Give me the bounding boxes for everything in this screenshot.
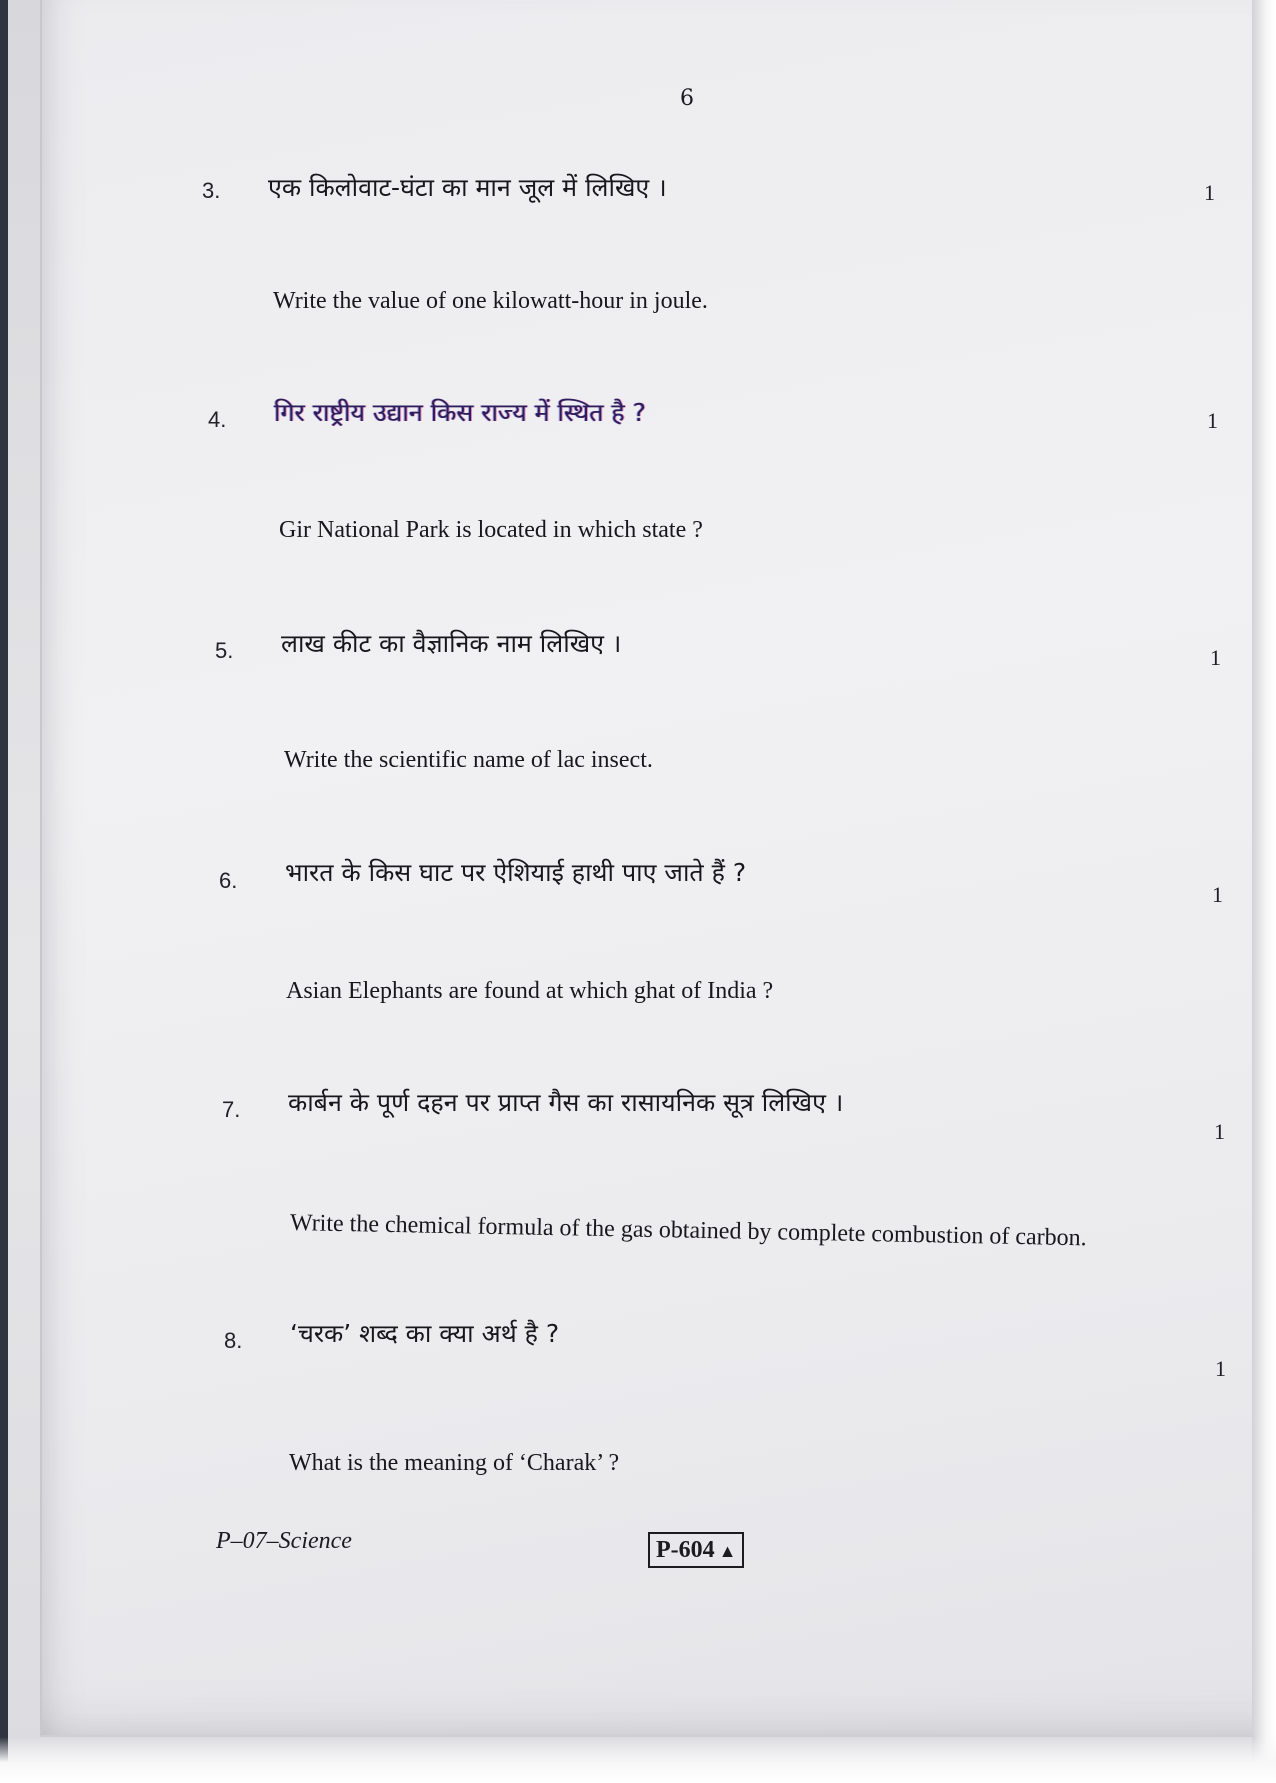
question-english-text: Write the value of one kilowatt-hour in joule. bbox=[273, 288, 708, 314]
question-english-text: Asian Elephants are found at which ghat of India ? bbox=[286, 978, 774, 1004]
paper-edge-bottom bbox=[0, 1737, 1276, 1783]
question-hindi-text: कार्बन के पूर्ण दहन पर प्राप्त गैस का रासायनिक सूत्र लिखिए । bbox=[288, 1088, 844, 1117]
paper-edge-right bbox=[1252, 0, 1276, 1783]
question-marks: 1 bbox=[1210, 645, 1221, 670]
question-number: 6. bbox=[219, 868, 238, 893]
question-number: 4. bbox=[208, 407, 227, 432]
question-hindi-text: लाख कीट का वैज्ञानिक नाम लिखिए । bbox=[281, 629, 622, 658]
question-number: 8. bbox=[224, 1328, 243, 1353]
question-marks: 1 bbox=[1207, 408, 1218, 433]
question-english-text: What is the meaning of ‘Charak’ ? bbox=[289, 1450, 620, 1476]
paper-code: P–07–Science bbox=[216, 1528, 352, 1554]
question-marks: 1 bbox=[1214, 1119, 1225, 1144]
question-number: 7. bbox=[222, 1097, 241, 1122]
question-hindi-text: ‘चरक’ शब्द का क्या अर्थ है ? bbox=[290, 1319, 560, 1348]
triangle-icon: ▲ bbox=[718, 1541, 737, 1561]
question-number: 3. bbox=[202, 178, 221, 203]
paper-id: P-604 bbox=[656, 1537, 715, 1563]
question-number: 5. bbox=[215, 638, 234, 663]
question-english-text: Write the chemical formula of the gas obtained by complete combustion of carbon. bbox=[289, 1210, 1087, 1252]
question-marks: 1 bbox=[1212, 882, 1223, 907]
question-hindi-text: गिर राष्ट्रीय उद्यान किस राज्य में स्थित है ? bbox=[274, 398, 646, 427]
question-english-text: Write the scientific name of lac insect. bbox=[284, 747, 653, 773]
question-english-text: Gir National Park is located in which state ? bbox=[279, 517, 703, 543]
question-hindi-text: भारत के किस घाट पर ऐशियाई हाथी पाए जाते हैं ? bbox=[285, 858, 747, 887]
question-marks: 1 bbox=[1215, 1356, 1226, 1381]
question-marks: 1 bbox=[1204, 180, 1215, 205]
question-hindi-text: एक किलोवाट-घंटा का मान जूल में लिखिए । bbox=[268, 173, 667, 202]
paper-id-box bbox=[648, 1532, 744, 1568]
page-number: 6 bbox=[680, 86, 694, 111]
